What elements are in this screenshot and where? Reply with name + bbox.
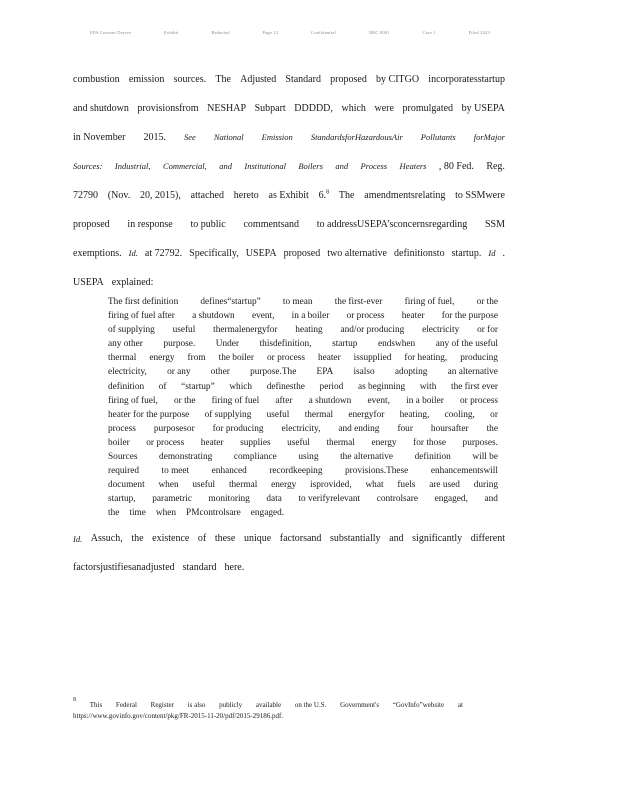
word: “startup” xyxy=(181,381,215,392)
footnote-word: is also xyxy=(187,701,206,709)
word: Adjusted xyxy=(240,74,277,85)
word: here. xyxy=(224,562,245,573)
word: hereto xyxy=(233,190,259,201)
word: proposed xyxy=(330,74,367,85)
word: See xyxy=(184,132,196,142)
word: factorsand xyxy=(279,533,322,544)
word: forMajor xyxy=(473,132,505,142)
word: Subpart xyxy=(254,103,286,114)
word: period xyxy=(319,381,344,392)
word: definition xyxy=(414,452,451,463)
word: unique xyxy=(243,533,272,544)
footnote-word: on the U.S. xyxy=(294,701,327,709)
word: electricity xyxy=(422,325,460,336)
text-line xyxy=(108,323,498,337)
text-line xyxy=(108,478,498,492)
word: engaged. xyxy=(250,508,285,519)
word: or any xyxy=(167,367,191,378)
word: electricity, xyxy=(108,367,147,378)
footnote-word: publicly xyxy=(219,701,243,709)
word: demonstrating xyxy=(159,452,213,463)
word: factorsjustifiesanadjusted xyxy=(73,562,175,573)
word: and xyxy=(484,494,498,505)
text-line xyxy=(73,123,505,152)
word: StandardsforHazardousAir xyxy=(310,132,403,142)
text-line xyxy=(73,268,505,297)
word: attached xyxy=(190,190,224,201)
word: 2015. xyxy=(143,132,167,143)
word: for those xyxy=(413,437,446,448)
word: heater xyxy=(401,311,425,322)
word: incorporatesstartup xyxy=(428,74,505,85)
word: Sources xyxy=(108,452,138,463)
word: firing of fuel after xyxy=(108,311,175,322)
word: for producing xyxy=(212,423,264,434)
word: energy xyxy=(271,480,297,491)
word: EPA xyxy=(316,367,334,378)
body-paragraph xyxy=(73,65,505,297)
word: enhanced xyxy=(211,466,247,477)
word: startup xyxy=(332,339,358,350)
header-item: EPA Consent Decree xyxy=(90,30,132,35)
word: proposed xyxy=(73,219,110,230)
word: proposed xyxy=(283,248,321,259)
word: of xyxy=(197,533,207,544)
word: electricity, xyxy=(281,423,321,434)
word: thermal xyxy=(108,353,137,364)
word: useful xyxy=(287,437,310,448)
word: thisdefinition, xyxy=(259,339,312,350)
word: and ending xyxy=(338,423,380,434)
word: monitoring xyxy=(208,494,250,505)
word: explained: xyxy=(111,277,154,288)
word: parametric xyxy=(152,494,192,505)
word: engaged, xyxy=(434,494,468,505)
word: when xyxy=(155,508,177,519)
text-line xyxy=(108,422,498,436)
word: (Nov. xyxy=(107,190,131,201)
word: hoursafter xyxy=(430,423,469,434)
word: Id xyxy=(488,248,496,258)
word: Boilers xyxy=(298,161,323,171)
word: standard xyxy=(182,562,217,573)
page-header xyxy=(90,30,490,35)
word: by USEPA xyxy=(461,103,505,114)
word: sources. xyxy=(173,74,207,85)
word: these xyxy=(214,533,236,544)
word: 6.$^8$ xyxy=(318,189,330,201)
word: Id. xyxy=(128,248,138,258)
footnote xyxy=(73,697,463,722)
text-line xyxy=(108,464,498,478)
word: . xyxy=(502,248,505,259)
word: exemptions. xyxy=(73,248,122,259)
word: in November xyxy=(73,132,126,143)
footnote-ref: 8 xyxy=(326,189,330,196)
word: as beginning xyxy=(357,381,406,392)
word: to meet xyxy=(161,466,190,477)
word: boiler xyxy=(108,437,130,448)
text-line xyxy=(108,295,498,309)
word: are used xyxy=(429,480,460,491)
header-item: Filed 2023 xyxy=(468,30,490,35)
footnote-url xyxy=(73,711,463,722)
word: to addressUSEPA’sconcernsregarding xyxy=(316,219,468,230)
word: startup, xyxy=(108,494,136,505)
text-line xyxy=(73,210,505,239)
word: amendmentsrelating xyxy=(364,190,446,201)
word: endswhen xyxy=(377,339,416,350)
word: Reg. xyxy=(486,161,505,172)
word: or for xyxy=(477,325,498,336)
word: The first definition xyxy=(108,297,179,307)
word: Under xyxy=(215,339,240,350)
word: or process xyxy=(346,311,385,322)
word: enhancementswill xyxy=(430,466,498,477)
word: Specifically, xyxy=(189,248,239,259)
word: will be xyxy=(472,452,498,463)
word: event, xyxy=(367,395,390,406)
word: 20, 2015), xyxy=(140,190,181,201)
word: Commercial, xyxy=(162,161,207,171)
text-line xyxy=(108,309,498,323)
word: the boiler xyxy=(218,353,254,364)
text-line xyxy=(108,337,498,351)
word: of xyxy=(158,381,167,392)
word: to mean xyxy=(282,297,313,307)
text-line xyxy=(108,492,498,506)
word: Institutional xyxy=(244,161,286,171)
footnote-word: Government's xyxy=(340,701,380,709)
word: Assuch, xyxy=(90,533,123,544)
word: emission xyxy=(128,74,165,85)
word: firing of fuel xyxy=(211,395,260,406)
word: or process xyxy=(146,437,185,448)
word: the first-ever xyxy=(334,297,383,307)
word: compliance xyxy=(233,452,277,463)
word: thermal xyxy=(228,480,258,491)
word: DDDDD, xyxy=(294,103,333,114)
word: energy xyxy=(149,353,175,364)
text-line xyxy=(108,365,498,379)
word: energyfor xyxy=(348,409,385,420)
text-line xyxy=(73,65,505,94)
word: heater for the purpose xyxy=(108,409,190,420)
text-line xyxy=(73,525,505,554)
word: , 80 Fed. xyxy=(438,161,474,172)
word: heating xyxy=(295,325,323,336)
word: for heating, xyxy=(404,353,448,364)
word: required xyxy=(108,466,139,477)
word: or xyxy=(490,409,498,420)
word: or process xyxy=(267,353,305,364)
word: which xyxy=(341,103,366,114)
header-item: Case 1 xyxy=(422,30,436,35)
word: of supplying xyxy=(204,409,252,420)
word: isprovided, xyxy=(310,480,352,491)
header-item: Exhibit xyxy=(163,30,179,35)
word: and xyxy=(219,161,232,171)
word: startup. xyxy=(451,248,482,259)
word: provisionsfrom xyxy=(137,103,199,114)
word: useful xyxy=(192,480,216,491)
word: from xyxy=(187,353,206,364)
footnote-url-text: https://www.govinfo.gov/content/pkg/FR-2015-11-20/pdf/2015-29186.pdf. xyxy=(73,712,284,720)
word: or the xyxy=(174,395,196,406)
word: Process xyxy=(360,161,388,171)
word: definesthe xyxy=(266,381,305,392)
footnote-word: “GovInfo”website xyxy=(392,701,445,709)
word: four xyxy=(397,423,413,434)
word: and xyxy=(389,533,404,544)
word: heater xyxy=(200,437,224,448)
word: after xyxy=(275,395,293,406)
word: thermalenergyfor xyxy=(213,325,278,336)
word: when xyxy=(158,480,179,491)
word: Industrial, xyxy=(114,161,151,171)
word: document xyxy=(108,480,145,491)
word: what xyxy=(365,480,384,491)
word: controlsare xyxy=(376,494,419,505)
word: in a boiler xyxy=(291,311,330,322)
footnote-word: available xyxy=(255,701,282,709)
word: purpose. xyxy=(163,339,196,350)
word: SSM xyxy=(484,219,505,230)
text-line xyxy=(108,450,498,464)
word: significantly xyxy=(412,533,463,544)
word: time xyxy=(129,508,146,519)
word: adopting xyxy=(394,367,428,378)
word: by CITGO xyxy=(376,74,420,85)
word: event, xyxy=(251,311,275,322)
word: recordkeeping xyxy=(269,466,323,477)
word: during xyxy=(473,480,498,491)
word: substantially xyxy=(329,533,381,544)
word: provisions.These xyxy=(345,466,409,477)
text-line xyxy=(73,181,505,210)
word: Emission xyxy=(261,132,293,142)
word: defines“startup” xyxy=(200,297,261,307)
word: Standard xyxy=(285,74,321,85)
word: National xyxy=(213,132,244,142)
word: thermal xyxy=(326,437,355,448)
word: fuels xyxy=(397,480,416,491)
word: purposesor xyxy=(153,423,195,434)
text-line xyxy=(73,94,505,123)
block-quote xyxy=(108,295,498,521)
word: to public xyxy=(190,219,226,230)
word: the xyxy=(108,508,120,519)
word: Heaters xyxy=(399,161,427,171)
word: and shutdown xyxy=(73,103,129,114)
word: The xyxy=(338,190,355,201)
text-line xyxy=(108,436,498,450)
footnote-line xyxy=(73,697,463,711)
word: purposes. xyxy=(462,437,498,448)
footnote-word: Register xyxy=(150,701,174,709)
word: or process xyxy=(460,395,498,406)
word: energy xyxy=(371,437,397,448)
text-line xyxy=(73,152,505,181)
word: existence xyxy=(152,533,190,544)
word: or the xyxy=(476,297,498,307)
text-line xyxy=(108,351,498,365)
word: Pollutants xyxy=(420,132,456,142)
word: firing of fuel, xyxy=(108,395,158,406)
word: promulgated xyxy=(402,103,454,114)
word: The xyxy=(215,74,231,85)
word: other xyxy=(210,367,230,378)
word: any other xyxy=(108,339,143,350)
word: the first ever xyxy=(450,381,498,392)
word: in a boiler xyxy=(406,395,444,406)
word: isalso xyxy=(353,367,375,378)
header-item: Page 12 xyxy=(262,30,279,35)
word: the xyxy=(486,423,498,434)
word: a shutdown xyxy=(308,395,352,406)
word: 72790 xyxy=(73,190,98,201)
word: useful xyxy=(172,325,196,336)
word: a shutdown xyxy=(192,311,235,322)
word: to verifyrelevant xyxy=(298,494,361,505)
word: Sources: xyxy=(73,161,103,171)
after-paragraph xyxy=(73,525,505,583)
word: USEPA xyxy=(245,248,277,259)
text-line xyxy=(73,554,505,583)
word: in response xyxy=(127,219,173,230)
word: NESHAP xyxy=(207,103,247,114)
word: producing xyxy=(460,353,498,364)
word: different xyxy=(470,533,505,544)
word: with xyxy=(419,381,437,392)
word: process xyxy=(108,423,136,434)
word: the alternative xyxy=(340,452,394,463)
word: heating, xyxy=(399,409,430,420)
word: useful xyxy=(266,409,290,420)
header-item: Redacted xyxy=(211,30,230,35)
word: the xyxy=(131,533,144,544)
text-line xyxy=(108,408,498,422)
word: any of the useful xyxy=(435,339,498,350)
word: combustion xyxy=(73,74,120,85)
word: firing of fuel, xyxy=(404,297,455,307)
word: issupplied xyxy=(353,353,392,364)
text-line xyxy=(108,394,498,408)
word: were xyxy=(374,103,394,114)
word: thermal xyxy=(304,409,334,420)
footnote-number: 8 xyxy=(73,697,76,703)
word: heater xyxy=(317,353,341,364)
word: PMcontrolsare xyxy=(186,508,241,519)
text-line xyxy=(108,380,498,394)
word: and/or producing xyxy=(340,325,405,336)
word: to SSMwere xyxy=(455,190,505,201)
word: definition xyxy=(108,381,145,392)
footnote-word: This xyxy=(89,701,103,709)
text-line xyxy=(108,506,498,520)
word: for the purpose xyxy=(441,311,498,322)
word: definitionsto xyxy=(394,248,445,259)
word: Id. xyxy=(73,534,83,544)
word: which xyxy=(229,381,253,392)
word: purpose.The xyxy=(250,367,297,378)
word: an alternative xyxy=(447,367,498,378)
word: two alternative xyxy=(327,248,387,259)
word: as Exhibit xyxy=(268,190,309,201)
word: commentsand xyxy=(243,219,300,230)
word: and xyxy=(335,161,349,171)
footnote-word: at xyxy=(457,701,463,709)
word: at 72792. xyxy=(144,248,183,259)
word: USEPA xyxy=(73,277,104,288)
word: data xyxy=(266,494,282,505)
word: using xyxy=(298,452,319,463)
header-item: Confidential xyxy=(311,30,336,35)
word: cooling, xyxy=(444,409,475,420)
footnote-word: Federal xyxy=(115,701,137,709)
word: of supplying xyxy=(108,325,155,336)
text-line xyxy=(73,239,505,268)
word: supplies xyxy=(240,437,271,448)
header-item: NRC 0001 xyxy=(368,30,390,35)
